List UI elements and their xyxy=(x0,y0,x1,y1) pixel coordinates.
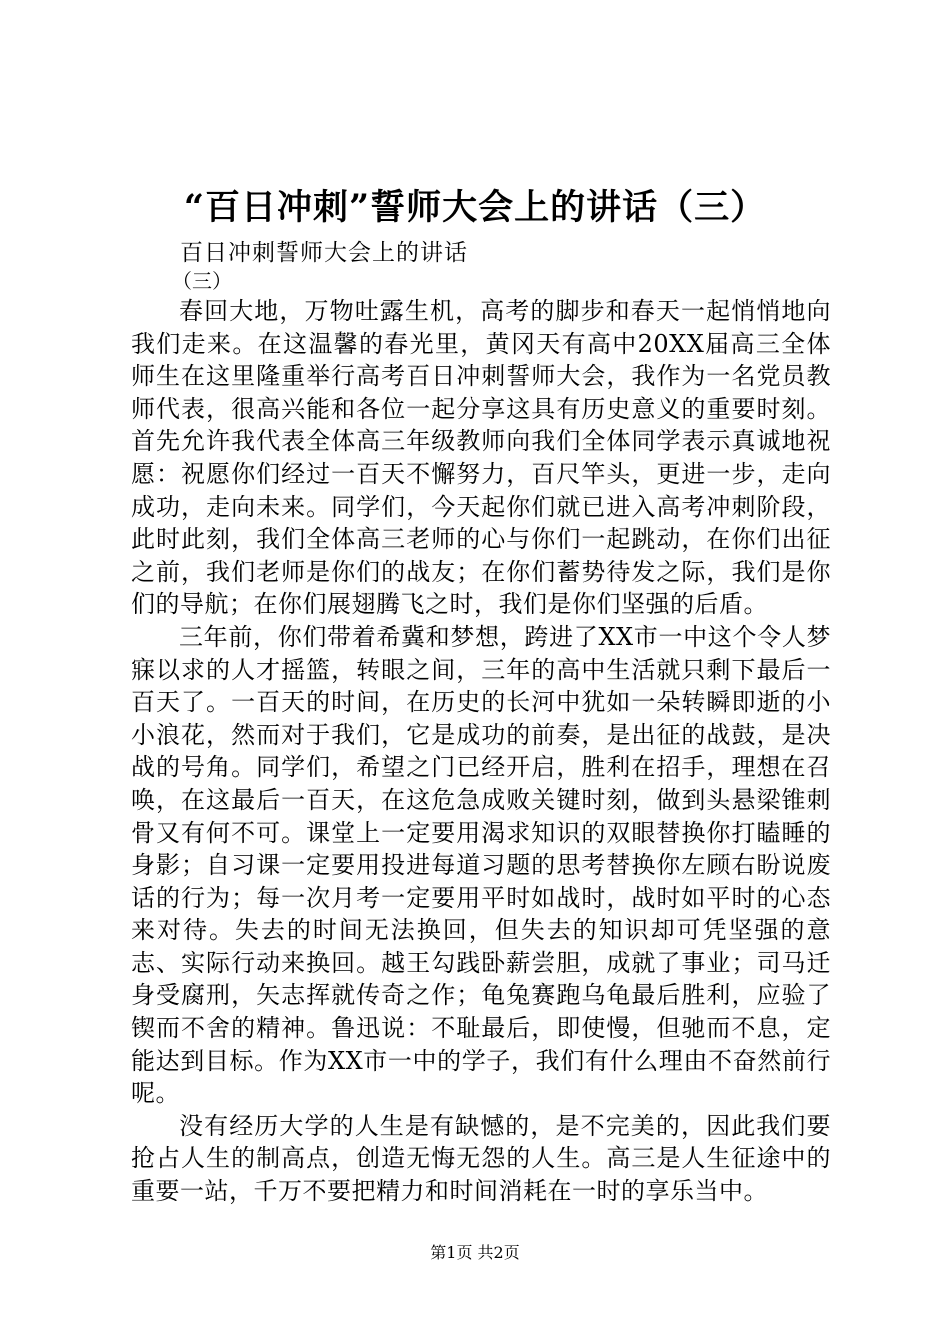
page-footer: 第1页 共2页 xyxy=(430,1243,520,1262)
document-body xyxy=(131,295,831,1208)
paragraph-3: 没有经历大学的人生是有缺憾的，是不完美的，因此我们要抢占人生的制高点，创造无悔无怨的人生。高三是人生征途中的重要一站，千万不要把精力和时间消耗在一时的享乐当中。 xyxy=(131,1111,831,1206)
document-subtitle: 百日冲刺誓师大会上的讲话 xyxy=(180,240,468,266)
document-title: “百日冲刺”誓师大会上的讲话（三） xyxy=(183,187,767,228)
document-subtitle-part: （三） xyxy=(172,269,232,293)
paragraph-1: 春回大地，万物吐露生机，高考的脚步和春天一起悄悄地向我们走来。在这温馨的春光里，黄冈天有高中20XX届高三全体师生在这里隆重举行高考百日冲刺誓师大会，我作为一名党员教师代表，很高兴能和各位一起分享这具有历史意义的重要时刻。首先允许我代表全体高三年级教师向我们全体同学表示真诚地祝愿：祝愿你们经过一百天不懈努力，百尺竿头，更进一步，走向成功，走向未来。同学们，今天起你们就已进入高考冲刺阶段，此时此刻，我们全体高三老师的心与你们一起跳动，在你们出征之前，我们老师是你们的战友；在你们蓄势待发之际，我们是你们的导航；在你们展翅腾飞之时，我们是你们坚强的后盾。 xyxy=(131,297,831,619)
paragraph-2: 三年前，你们带着希冀和梦想，跨进了XX市一中这个令人梦寐以求的人才摇篮，转眼之间，三年的高中生活就只剩下最后一百天了。一百天的时间，在历史的长河中犹如一朵转瞬即逝的小小浪花，然而对于我们，它是成功的前奏，是出征的战鼓，是决战的号角。同学们，希望之门已经开启，胜利在招手，理想在召唤，在这最后一百天，在这危急成败关键时刻，做到头悬梁锥刺骨又有何不可。课堂上一定要用渴求知识的双眼替换你打瞌睡的身影；自习课一定要用投进每道习题的思考替换你左顾右盼说废话的行为；每一次月考一定要用平时如战时，战时如平时的心态来对待。失去的时间无法换回，但失去的知识却可凭坚强的意志、实际行动来换回。越王勾践卧薪尝胆，成就了事业；司马迁身受腐刑，矢志挥就传奇之作；龟兔赛跑乌龟最后胜利，应验了锲而不舍的精神。鲁迅说：不耻最后，即使慢，但驰而不息，定能达到目标。作为XX市一中的学子，我们有什么理由不奋然前行呢。 xyxy=(131,622,831,1108)
